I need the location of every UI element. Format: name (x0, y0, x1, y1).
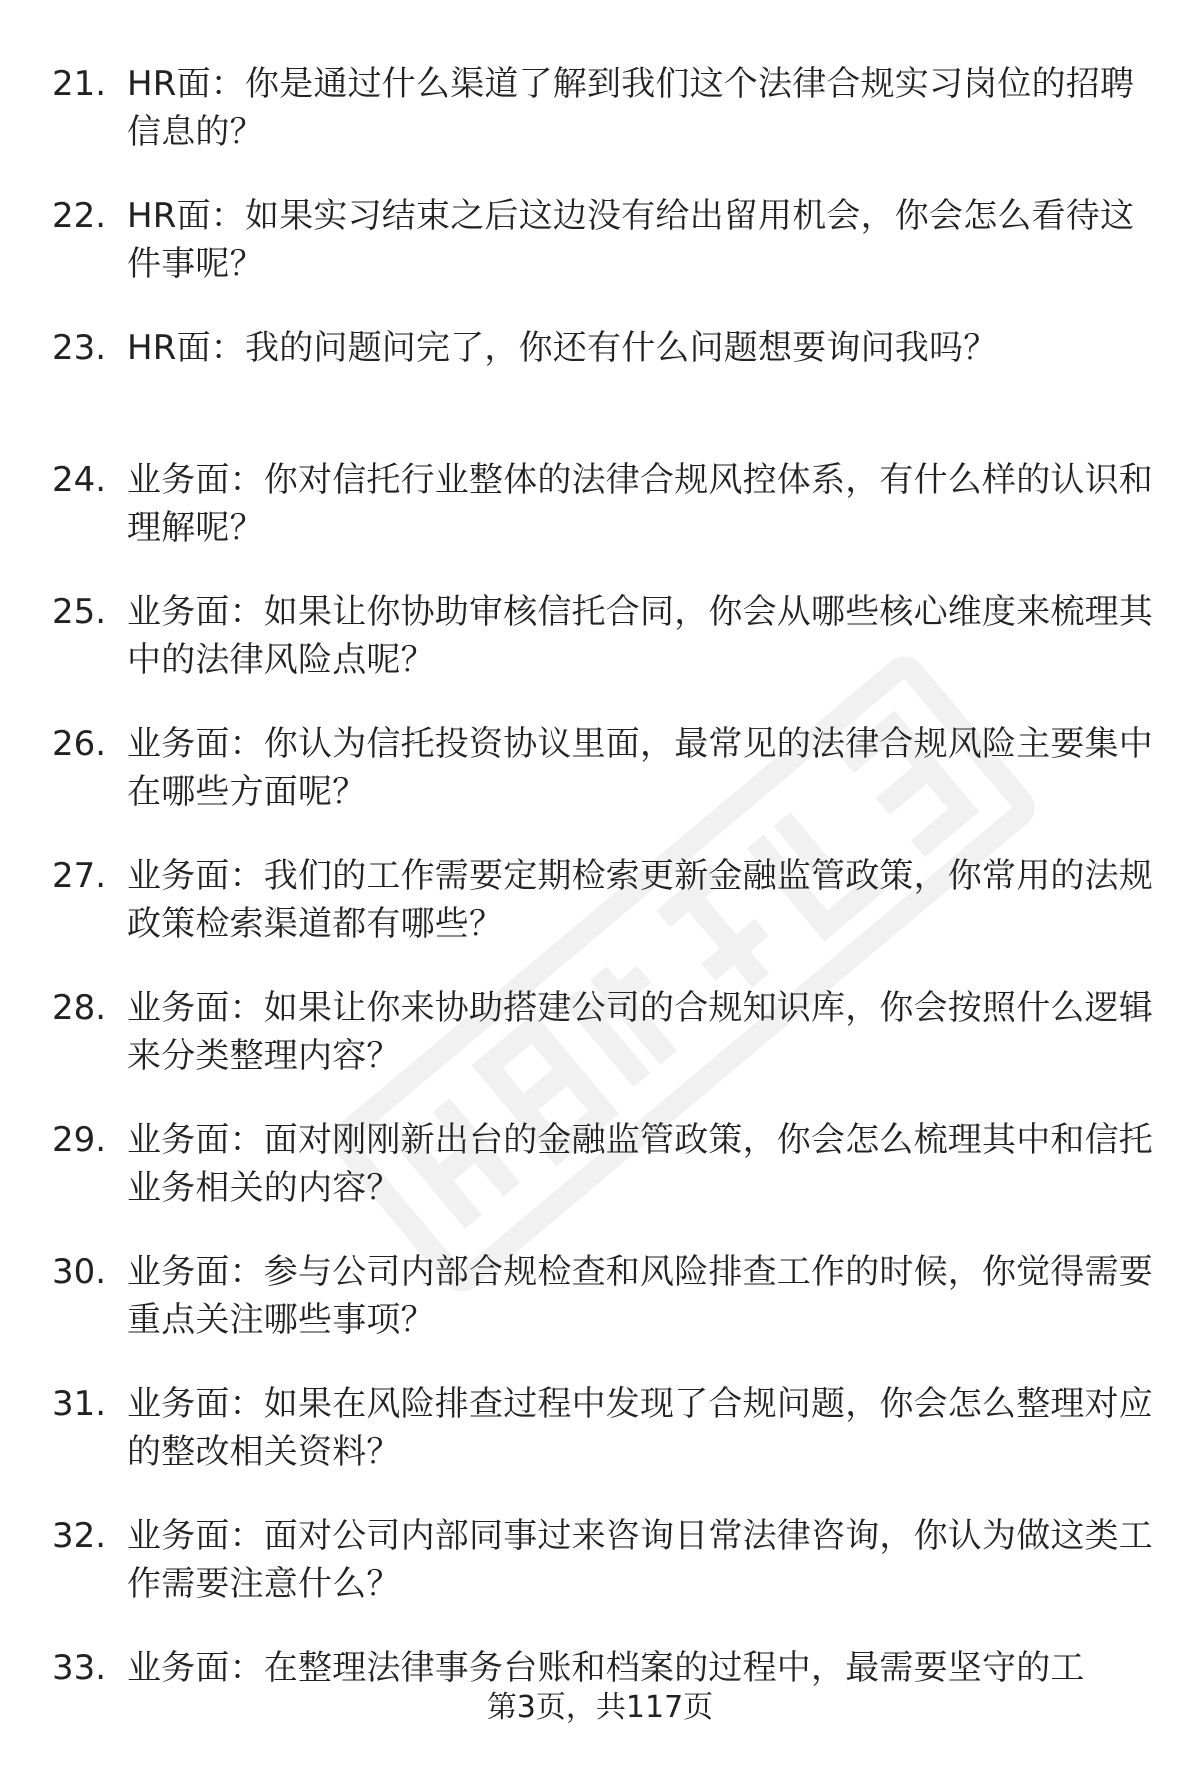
question-text: 业务面：你对信托行业整体的法律合规风控体系，有什么样的认识和理解呢？ (127, 460, 1153, 548)
question-item (0, 1116, 1200, 1248)
question-text: 业务面：如果让你协助审核信托合同，你会从哪些核心维度来梳理其中的法律风险点呢？ (127, 592, 1153, 680)
question-number: 30. (52, 1252, 107, 1292)
question-item (0, 1380, 1200, 1512)
question-text: 业务面：面对刚刚新出台的金融监管政策，你会怎么梳理其中和信托业务相关的内容？ (127, 1120, 1153, 1208)
question-item (0, 456, 1200, 588)
question-text: HR面：你是通过什么渠道了解到我们这个法律合规实习岗位的招聘信息的？ (127, 64, 1135, 152)
question-number: 26. (52, 724, 107, 764)
question-number: 23. (52, 328, 107, 368)
question-number: 31. (52, 1384, 107, 1424)
question-number: 25. (52, 592, 107, 632)
question-number: 32. (52, 1516, 107, 1556)
question-number: 33. (52, 1648, 107, 1688)
question-text: 业务面：你认为信托投资协议里面，最常见的法律合规风险主要集中在哪些方面呢？ (127, 724, 1153, 812)
question-text: HR面：我的问题问完了，你还有什么问题想要询问我吗？ (127, 328, 998, 368)
question-number: 28. (52, 988, 107, 1028)
question-text: 业务面：我们的工作需要定期检索更新金融监管政策，你常用的法规政策检索渠道都有哪些？ (127, 856, 1153, 944)
question-text: 业务面：如果在风险排查过程中发现了合规问题，你会怎么整理对应的整改相关资料？ (127, 1384, 1153, 1472)
question-number: 27. (52, 856, 107, 896)
question-list (0, 60, 1200, 1776)
question-text: 业务面：如果让你来协助搭建公司的合规知识库，你会按照什么逻辑来分类整理内容？ (127, 988, 1153, 1076)
question-number: 24. (52, 460, 107, 500)
question-text: 业务面：在整理法律事务台账和档案的过程中，最需要坚守的工 (127, 1648, 1085, 1688)
page-footer: 第3页，共117页 (486, 1690, 714, 1725)
question-item (0, 588, 1200, 720)
question-number: 21. (52, 64, 107, 104)
question-number: 29. (52, 1120, 107, 1160)
question-item (0, 60, 1200, 192)
question-text: 业务面：面对公司内部同事过来咨询日常法律咨询，你认为做这类工作需要注意什么？ (127, 1516, 1153, 1604)
question-text: HR面：如果实习结束之后这边没有给出留用机会，你会怎么看待这件事呢？ (127, 196, 1135, 284)
question-item (0, 1512, 1200, 1644)
question-item (0, 1248, 1200, 1380)
question-item (0, 192, 1200, 324)
question-item (0, 324, 1200, 456)
question-item (0, 852, 1200, 984)
question-number: 22. (52, 196, 107, 236)
question-item (0, 720, 1200, 852)
question-item (0, 984, 1200, 1116)
question-text: 业务面：参与公司内部合规检查和风险排查工作的时候，你觉得需要重点关注哪些事项？ (127, 1252, 1153, 1340)
